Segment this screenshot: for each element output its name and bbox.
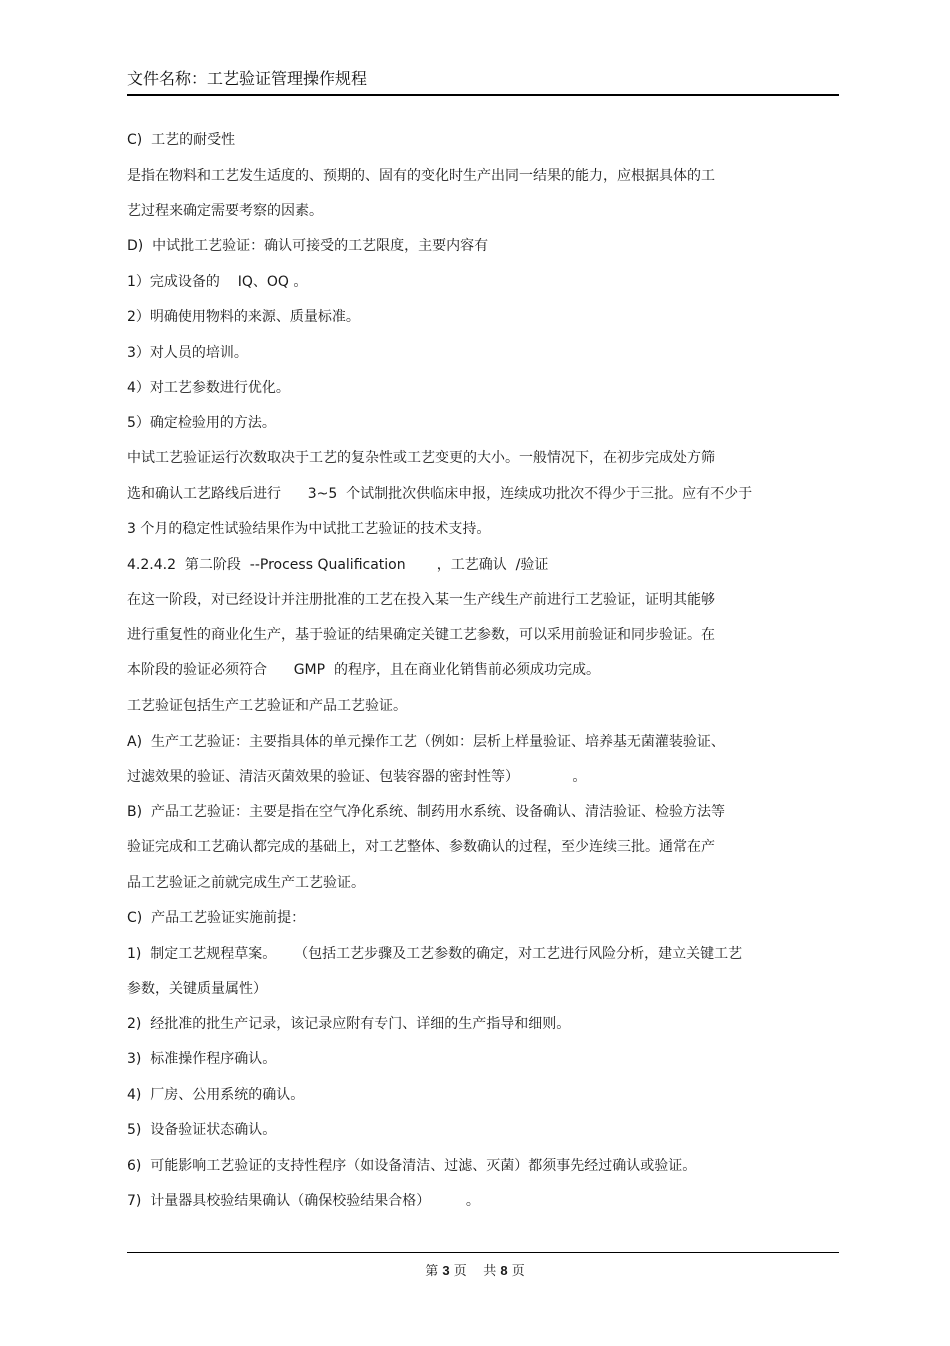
body-line: 进行重复性的商业化生产，基于验证的结果确定关键工艺参数，可以采用前验证和同步验证。在 bbox=[127, 627, 715, 643]
body-line: 参数，关键质量属性） bbox=[127, 981, 267, 997]
body-line: 验证完成和工艺确认都完成的基础上，对工艺整体、参数确认的过程，至少连续三批。通常在产 bbox=[127, 839, 715, 855]
body-line: 3) 标准操作程序确认。 bbox=[127, 1051, 277, 1067]
body-line: 艺过程来确定需要考察的因素。 bbox=[127, 203, 323, 219]
body-line: 4) 厂房、公用系统的确认。 bbox=[127, 1087, 305, 1103]
footer-suffix: 页 bbox=[507, 1264, 525, 1279]
current-page-number: 3 bbox=[442, 1263, 450, 1278]
body-line: C) 产品工艺验证实施前提： bbox=[127, 910, 306, 926]
body-line: 1) 制定工艺规程草案。 （包括工艺步骤及工艺参数的确定，对工艺进行风险分析，建立关键工艺 bbox=[127, 946, 743, 962]
body-line: B) 产品工艺验证：主要是指在空气净化系统、制药用水系统、设备确认、清洁验证、检验方法等 bbox=[127, 804, 725, 820]
body-line: 1）完成设备的 IQ、OQ 。 bbox=[127, 274, 308, 290]
total-page-count: 8 bbox=[500, 1263, 508, 1278]
body-line: 过滤效果的验证、清洁灭菌效果的验证、包装容器的密封性等） 。 bbox=[127, 769, 587, 785]
footer-prefix: 第 bbox=[425, 1264, 443, 1279]
body-line: 在这一阶段，对已经设计并注册批准的工艺在投入某一生产线生产前进行工艺验证，证明其能够 bbox=[127, 592, 715, 608]
body-line: 2) 经批准的批生产记录，该记录应附有专门、详细的生产指导和细则。 bbox=[127, 1016, 571, 1032]
document-title: 文件名称：工艺验证管理操作规程 bbox=[127, 69, 368, 88]
footer-middle: 页 共 bbox=[449, 1264, 501, 1279]
body-line: 品工艺验证之前就完成生产工艺验证。 bbox=[127, 875, 365, 891]
body-line: 2）明确使用物料的来源、质量标准。 bbox=[127, 309, 360, 325]
body-line: 本阶段的验证必须符合 GMP 的程序，且在商业化销售前必须成功完成。 bbox=[127, 662, 600, 678]
body-line: D) 中试批工艺验证：确认可接受的工艺限度，主要内容有 bbox=[127, 238, 489, 254]
body-line: 6) 可能影响工艺验证的支持性程序（如设备清洁、过滤、灭菌）都须事先经过确认或验证。 bbox=[127, 1158, 697, 1174]
body-line: A) 生产工艺验证：主要指具体的单元操作工艺（例如：层析上样量验证、培养基无菌灌装验证、 bbox=[127, 734, 725, 750]
body-line: 7) 计量器具校验结果确认（确保校验结果合格） 。 bbox=[127, 1193, 480, 1209]
body-line: 工艺验证包括生产工艺验证和产品工艺验证。 bbox=[127, 698, 407, 714]
body-line: 3 个月的稳定性试验结果作为中试批工艺验证的技术支持。 bbox=[127, 521, 491, 537]
body-line: 3）对人员的培训。 bbox=[127, 345, 248, 361]
body-line: 5) 设备验证状态确认。 bbox=[127, 1122, 277, 1138]
body-line: 是指在物料和工艺发生适度的、预期的、固有的变化时生产出同一结果的能力，应根据具体的工 bbox=[127, 168, 715, 184]
section-heading: 4.2.4.2 第二阶段 --Process Qualification ，工艺确认 /验证 bbox=[127, 557, 549, 573]
body-line: 5）确定检验用的方法。 bbox=[127, 415, 276, 431]
body-line: C) 工艺的耐受性 bbox=[127, 132, 236, 148]
body-line: 4）对工艺参数进行优化。 bbox=[127, 380, 290, 396]
footer-divider bbox=[127, 1252, 839, 1253]
page-footer bbox=[0, 1262, 950, 1281]
body-line: 中试工艺验证运行次数取决于工艺的复杂性或工艺变更的大小。一般情况下，在初步完成处方筛 bbox=[127, 450, 715, 466]
page-header bbox=[127, 68, 839, 96]
body-line: 选和确认工艺路线后进行 3~5 个试制批次供临床申报，连续成功批次不得少于三批。应有不少于 bbox=[127, 486, 753, 502]
